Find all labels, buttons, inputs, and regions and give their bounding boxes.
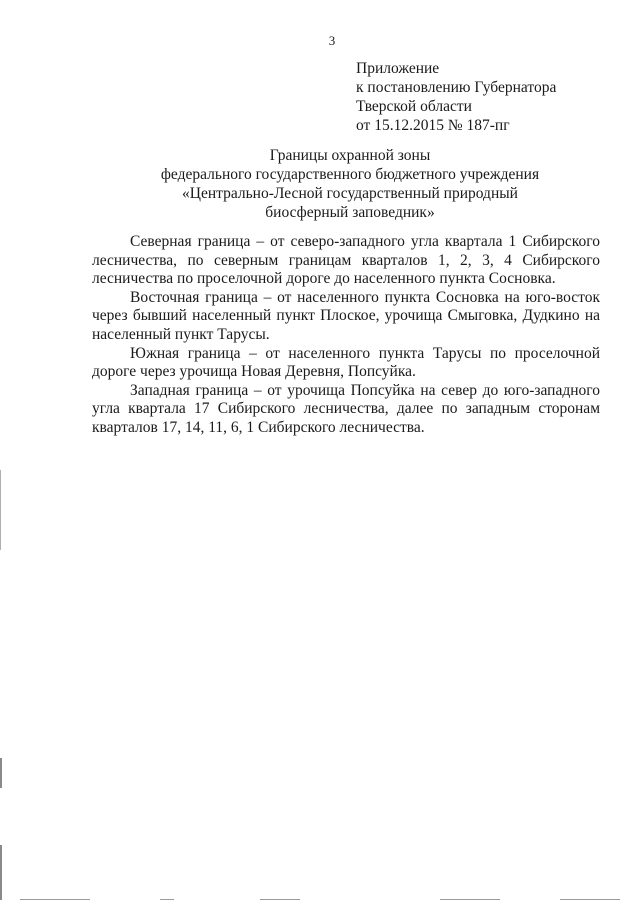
title-line-3: «Центрально-Лесной государственный природный bbox=[182, 185, 518, 202]
page-number: 3 bbox=[328, 33, 336, 48]
title-line-2: федерального государственного бюджетного учреждения bbox=[160, 166, 540, 183]
scan-bottom-line bbox=[260, 899, 300, 900]
title-line-1: Границы охранной зоны bbox=[269, 147, 431, 164]
scan-edge-mark bbox=[0, 758, 2, 788]
appendix-line-3: Тверской области bbox=[356, 98, 472, 115]
appendix-line-1: Приложение bbox=[356, 60, 440, 77]
scan-bottom-line bbox=[160, 899, 174, 900]
scan-bottom-line bbox=[560, 899, 620, 900]
appendix-block bbox=[356, 59, 556, 135]
scan-bottom-line bbox=[440, 899, 500, 900]
scan-bottom-line bbox=[20, 899, 90, 900]
paragraph-north-border: Северная граница – от северо-западного угла квартала 1 Сибирского лесничества, по северным границам кварталов 1, 2, 3, 4 Сибирского лесничества по проселочной дороге до населенного пункта Сосновка. bbox=[92, 233, 600, 288]
paragraph-east-border: Восточная граница – от населенного пункта Сосновка на юго-восток через бывший населенный пункт Плоское, урочища Смыговка, Дудкино на населенный пункт Тарусы. bbox=[92, 288, 600, 343]
appendix-line-2: к постановлению Губернатора bbox=[356, 79, 557, 96]
scan-edge-mark bbox=[0, 845, 2, 900]
scan-edge-mark bbox=[0, 470, 1, 550]
appendix-line-4: от 15.12.2015 № 187-пг bbox=[356, 117, 510, 134]
document-body bbox=[92, 233, 600, 438]
document-title bbox=[100, 146, 600, 222]
title-line-4: биосферный заповедник» bbox=[265, 204, 435, 221]
paragraph-south-border: Южная граница – от населенного пункта Тарусы по проселочной дороге через урочища Новая Деревня, Попсуйка. bbox=[92, 344, 600, 381]
paragraph-west-border: Западная граница – от урочища Попсуйка на север до юго-западного угла квартала 17 Сибирского лесничества, далее по западным сторонам кварталов 17, 14, 11, 6, 1 Сибирского лесничества. bbox=[92, 381, 600, 436]
